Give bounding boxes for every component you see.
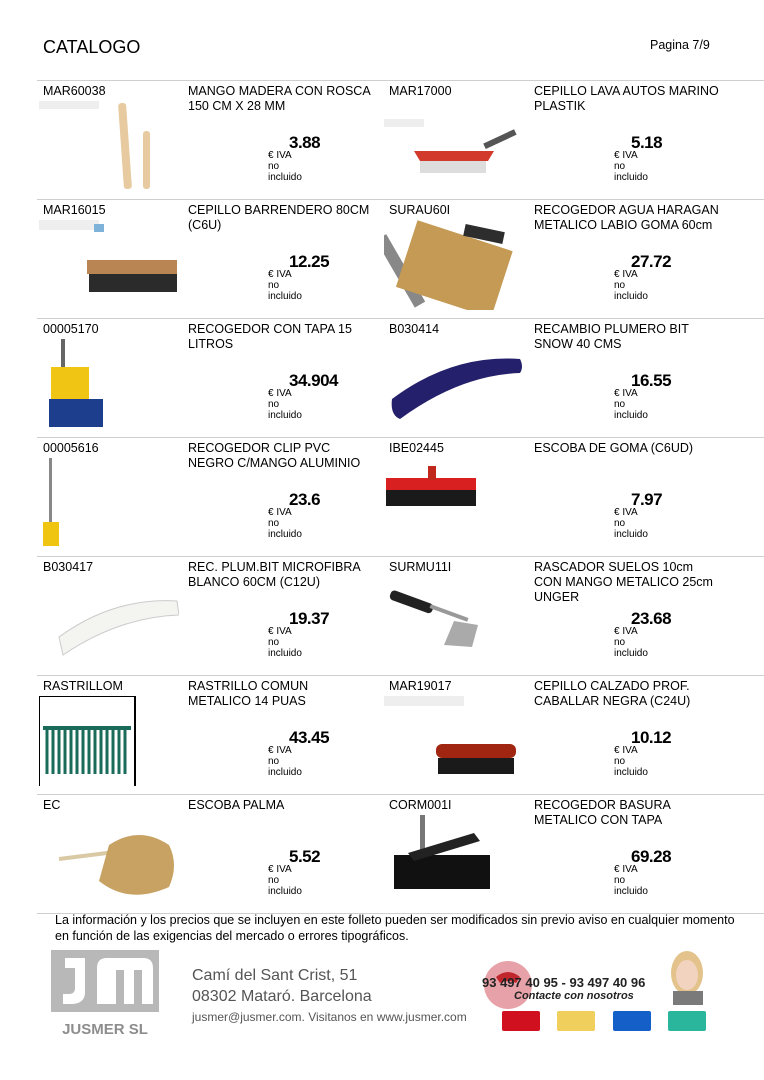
iva-note: € IVA no incluido: [268, 507, 302, 540]
product-price: 27.72: [631, 252, 672, 271]
iva-note: € IVA no incluido: [268, 150, 302, 183]
catalog-row: [37, 676, 764, 795]
product-price: 19.37: [289, 609, 330, 628]
jusmer-logo: [45, 950, 165, 1040]
product-name: ESCOBA PALMA: [188, 798, 285, 812]
catalog-row: [37, 319, 764, 438]
product-code: MAR60038: [43, 84, 106, 98]
company-name: JUSMER SL: [62, 1021, 148, 1038]
product-name: RECOGEDOR CON TAPA 15 LITROS: [188, 322, 352, 351]
product-price: 3.88: [289, 133, 321, 152]
iva-note: € IVA no incluido: [268, 626, 302, 659]
product-code: MAR17000: [389, 84, 452, 98]
product-name: RECOGEDOR AGUA HARAGAN METALICO LABIO GOMA 60cm: [534, 203, 719, 232]
iva-note: € IVA no incluido: [614, 864, 648, 897]
jm-red-logo: [502, 1011, 540, 1031]
address-line-2: 08302 Mataró. Barcelona: [192, 988, 372, 1005]
iva-note: € IVA no incluido: [268, 388, 302, 421]
contact-web[interactable]: jusmer@jusmer.com. Visitanos en www.jusmer.com: [192, 1010, 467, 1024]
sweeper-brush-icon: [39, 220, 179, 310]
product-price: 23.68: [631, 609, 672, 628]
product-name: RASTRILLO COMUN METALICO 14 PUAS: [188, 679, 309, 708]
iva-note: € IVA no incluido: [614, 507, 648, 540]
wooden-handle-icon: [39, 101, 179, 191]
catalog-row: [37, 557, 764, 676]
product-price: 12.25: [289, 252, 330, 271]
iva-note: € IVA no incluido: [614, 626, 648, 659]
iva-note: € IVA no incluido: [614, 150, 648, 183]
iva-note: € IVA no incluido: [268, 269, 302, 302]
iva-note: € IVA no incluido: [614, 388, 648, 421]
product-price: 16.55: [631, 371, 672, 390]
phone-numbers: 93 497 40 95 - 93 497 40 96: [482, 975, 646, 990]
product-price: 5.18: [631, 133, 663, 152]
product-name: RECOGEDOR CLIP PVC NEGRO C/MANGO ALUMINIO: [188, 441, 361, 470]
product-name: RECAMBIO PLUMERO BIT SNOW 40 CMS: [534, 322, 689, 351]
duster-refill-icon: [384, 339, 524, 429]
jm-yellow-logo: [557, 1011, 595, 1031]
product-code: MAR19017: [389, 679, 452, 693]
company-address: [192, 965, 467, 1028]
brand-color-logos: [502, 1011, 719, 1036]
product-code: 00005616: [43, 441, 99, 455]
product-price: 43.45: [289, 728, 330, 747]
squeegee-icon: [384, 220, 524, 310]
product-code: SURAU60I: [389, 203, 451, 217]
iva-note: € IVA no incluido: [614, 745, 648, 778]
address-line-1: Camí del Sant Crist, 51: [192, 967, 358, 984]
catalog-title: CATALOGO: [43, 37, 141, 57]
product-code: SURMU11I: [389, 560, 452, 574]
product-name: REC. PLUM.BIT MICROFIBRA BLANCO 60CM (C12U): [188, 560, 361, 589]
product-grid: [37, 80, 764, 914]
product-name: CEPILLO BARRENDERO 80CM (C6U): [188, 203, 370, 232]
product-name: CEPILLO CALZADO PROF. CABALLAR NEGRA (C24U): [534, 679, 691, 708]
iva-note: € IVA no incluido: [268, 745, 302, 778]
clip-dustpan-icon: [39, 458, 179, 548]
product-name: RECOGEDOR BASURA METALICO CON TAPA: [534, 798, 671, 827]
rake-icon: [39, 696, 179, 786]
lidded-dustpan-icon: [39, 339, 179, 429]
product-code: RASTRILLOM: [43, 679, 123, 693]
product-code: EC: [43, 798, 61, 812]
microfiber-refill-icon: [39, 577, 179, 667]
catalog-row: [37, 795, 764, 914]
product-price: 69.28: [631, 847, 672, 866]
iva-note: € IVA no incluido: [268, 864, 302, 897]
catalog-row: [37, 80, 764, 200]
floor-scraper-icon: [384, 577, 524, 667]
page-header: [0, 0, 764, 80]
product-price: 7.97: [631, 490, 663, 509]
product-code: CORM001I: [389, 798, 452, 812]
product-code: B030414: [389, 322, 440, 336]
rubber-broom-icon: [384, 458, 524, 548]
catalog-row: [37, 438, 764, 557]
product-code: IBE02445: [389, 441, 444, 455]
page-number: Pagina 7/9: [650, 38, 710, 52]
product-price: 10.12: [631, 728, 672, 747]
product-price: 5.52: [289, 847, 321, 866]
palm-broom-icon: [39, 815, 179, 905]
product-name: CEPILLO LAVA AUTOS MARINO PLASTIK: [534, 84, 719, 113]
jm-blue-logo: [613, 1011, 651, 1031]
catalog-row: [37, 200, 764, 319]
disclaimer-note: La información y los precios que se incluyen en este folleto pueden ser modificados sin previo aviso en cualquier momento en función de las exigencias del mercado o errores tipográficos.: [55, 913, 735, 943]
product-price: 23.6: [289, 490, 321, 509]
contact-label: Contacte con nosotros: [514, 990, 634, 1002]
car-wash-brush-icon: [384, 101, 524, 191]
jm-green-logo: [668, 1011, 706, 1031]
product-price: 34.904: [289, 371, 338, 390]
product-code: B030417: [43, 560, 94, 574]
product-name: RASCADOR SUELOS 10cm CON MANGO METALICO 25cm UNGER: [534, 560, 713, 604]
iva-note: € IVA no incluido: [614, 269, 648, 302]
product-name: MANGO MADERA CON ROSCA 150 CM X 28 MM: [188, 84, 370, 113]
metal-dustpan-icon: [384, 815, 524, 905]
product-code: 00005170: [43, 322, 99, 336]
operator-photo: [655, 945, 715, 1005]
shoe-brush-icon: [384, 696, 524, 786]
product-code: MAR16015: [43, 203, 106, 217]
product-name: ESCOBA DE GOMA (C6UD): [534, 441, 694, 455]
